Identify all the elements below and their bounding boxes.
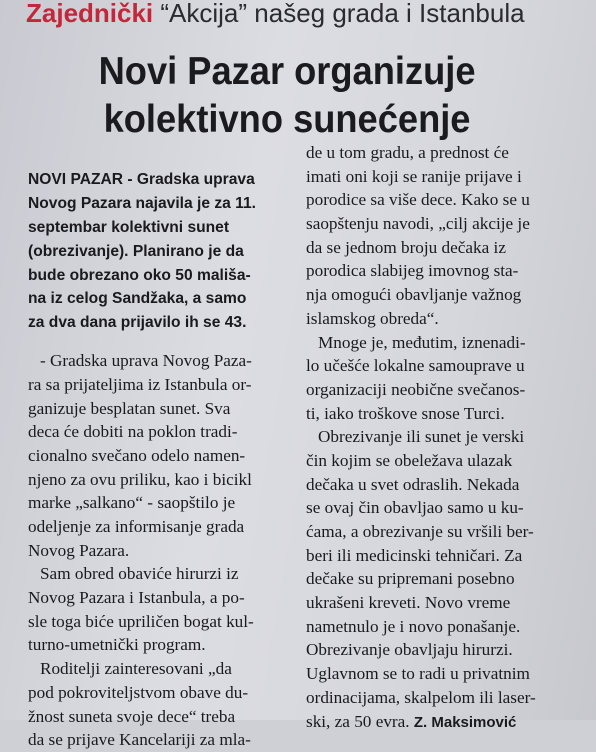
body-line: Sam obred obaviće hirurzi iz xyxy=(40,564,239,584)
body-line: nja omogući obavljanje važnog xyxy=(306,285,522,305)
body-line: se ovaj čin obavljao samo u ku- xyxy=(306,498,524,518)
lead-line: septembar kolektivni sunet xyxy=(28,218,230,236)
body-line: sle toga biće upriličen bogat kul- xyxy=(28,611,254,631)
body-line: ra sa prijateljima iz Istanbula or- xyxy=(28,374,252,394)
body-line: organizaciji neobične svečanos- xyxy=(306,379,526,399)
body-line: čin kojim se obeležava ulazak xyxy=(306,450,513,470)
body-line: da se jednom broju dečaka iz xyxy=(306,237,506,257)
body-line: odeljenje za informisanje grada xyxy=(28,517,245,537)
body-line: porodice sa više dece. Kako se u xyxy=(306,190,530,210)
lead-paragraph xyxy=(28,168,306,335)
kicker-keyword: Zajednički xyxy=(26,0,154,28)
body-line: - Gradska uprava Novog Paza- xyxy=(40,351,252,371)
body-paragraph xyxy=(306,425,596,733)
body-line: ganizuje besplatan sunet. Sva xyxy=(28,398,231,418)
body-line: cionalno svečano odelo namen- xyxy=(28,445,246,465)
body-line: ski, za 50 evra. xyxy=(306,711,410,731)
body-line: islamskog obreda“. xyxy=(306,308,439,328)
body-paragraph xyxy=(28,373,306,563)
body-line: Novog Pazara. xyxy=(28,540,130,560)
lead-line: (obrezivanje). Planirano je da xyxy=(28,242,244,260)
body-line: Roditelji zainteresovani „da xyxy=(40,659,232,679)
byline: Z. Maksimović xyxy=(413,713,517,731)
body-line: saopštenju navodi, „cilj akcije je xyxy=(306,214,530,234)
kicker-text: “Akcija” našeg grada i Istanbula xyxy=(153,0,525,28)
body-line: Uglavnom se to radi u privatnim xyxy=(306,664,530,684)
body-line: ukrašeni kreveti. Novo vreme xyxy=(306,593,511,613)
body-line: dečake su pripremani posebno xyxy=(306,569,515,589)
body-line: ordinacijama, skalpelom ili laser- xyxy=(306,687,536,707)
lead-line: NOVI PAZAR - Gradska uprava xyxy=(28,171,255,188)
body-line: porodica slabijeg imovnog sta- xyxy=(306,261,519,281)
body-paragraph xyxy=(28,657,306,752)
body-paragraph xyxy=(306,331,596,426)
body-line: njeno za ovu priliku, kao i bicikl xyxy=(28,469,252,489)
body-line: imati oni koji se ranije prijave i xyxy=(306,166,522,186)
body-line: turno-umetnički program. xyxy=(28,635,206,655)
headline-line-2: kolektivno sunećenje xyxy=(103,98,471,141)
left-column xyxy=(28,168,306,752)
body-line: pod pokroviteljstvom obave du- xyxy=(28,682,249,702)
kicker xyxy=(26,0,596,38)
headline xyxy=(22,48,552,144)
body-line: Novog Pazara i Istanbula, a po- xyxy=(28,588,245,608)
body-line: Obrezivanje ili sunet je verski xyxy=(318,427,525,447)
lead-line: na iz celog Sandžaka, a samo xyxy=(28,290,247,308)
body-paragraph xyxy=(28,562,306,657)
lead-line: bude obrezano oko 50 mališa- xyxy=(28,266,251,284)
body-line: beri ili medicinski tehničari. Za xyxy=(306,545,523,565)
body-line: Mnoge je, međutim, iznenadi- xyxy=(318,332,526,352)
body-line: marke „salkano“ - saopštilo je xyxy=(28,493,236,513)
lead-line: Novog Pazara najavila je za 11. xyxy=(28,194,256,212)
last-line-with-byline xyxy=(306,710,596,734)
lead-line: za dva dana prijavilo ih se 43. xyxy=(28,314,247,332)
body-paragraph xyxy=(306,141,596,331)
body-paragraph xyxy=(28,349,306,373)
body-line: deca će dobiti na poklon tradi- xyxy=(28,422,238,442)
body-line: de u tom gradu, a prednost će xyxy=(306,143,509,162)
body-line: žnost suneta svoje dece“ treba xyxy=(28,706,236,726)
headline-line-1: Novi Pazar organizuje xyxy=(98,50,476,93)
body-line: dečaka u svet odraslih. Nekada xyxy=(306,474,520,494)
body-line: ćama, a obrezivanje su vršili ber- xyxy=(306,522,534,541)
body-line: Obrezivanje obavljaju hirurzi. xyxy=(306,640,513,660)
body-line: lo učešće lokalne samouprave u xyxy=(306,356,525,376)
body-line: nametnulo je i novo ponašanje. xyxy=(306,616,521,636)
right-column xyxy=(306,141,596,733)
body-line: da se prijave Kancelariji za mla- xyxy=(28,730,251,750)
body-line: ti, iako troškove snose Turci. xyxy=(306,403,505,423)
